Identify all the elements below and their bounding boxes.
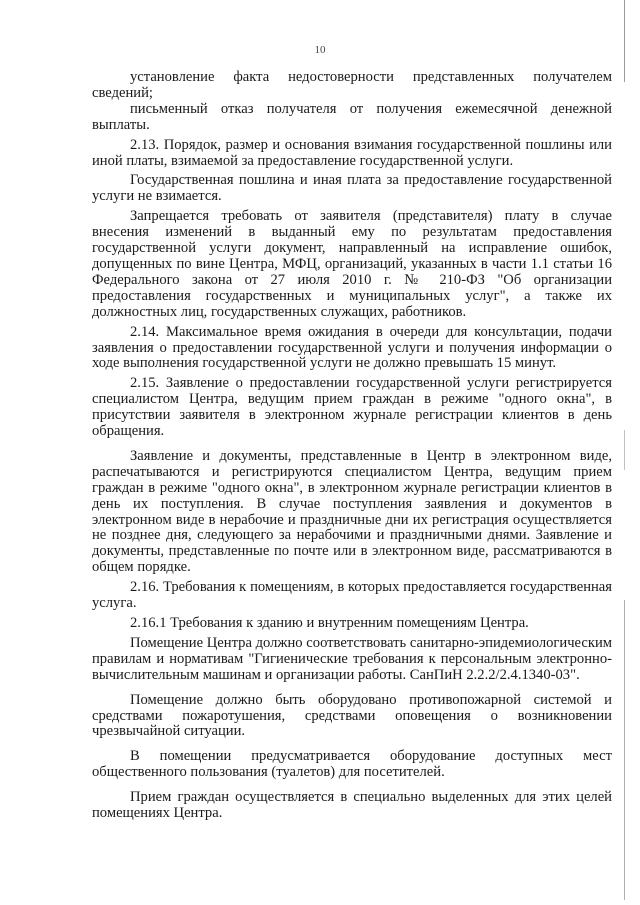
paragraph: Запрещается требовать от заявителя (представителя) плату в случае внесения изменений в выданный ему по результатам предоставления государственной услуги документ, направленный на исправление ошибок, допущенных по вине Центра, МФЦ, организаций, указанных в части 1.1 статьи 16 Федерального закона от 27 июля 2010 г. № 210-ФЗ "Об организации предоставления государственных и муниципальных услуг", а также их должностных лиц, государственных служащих, работников. xyxy=(92,208,612,320)
paragraph: письменный отказ получателя от получения ежемесячной денежной выплаты. xyxy=(92,100,612,133)
section-heading: 2.16.1 Требования к зданию и внутренним помещениям Центра. xyxy=(130,615,529,631)
section-heading: 2.15. Заявление о предоставлении государственной услуги регистрируется специалистом Центра, ведущим прием граждан в режиме "одного окна", в присутствии заявителя в электронном журнале регистрации клиентов в день обращения. xyxy=(92,375,612,440)
paragraph: Государственная пошлина и иная плата за предоставление государственной услуги не взимается. xyxy=(92,172,612,205)
paragraph: установление факта недостоверности представленных получателем сведений; xyxy=(92,69,612,101)
paragraph: Помещение должно быть оборудовано противопожарной системой и средствами пожаротушения, средствами оповещения о возникновении чрезвычайной ситуации. xyxy=(92,691,612,740)
section-heading: 2.14. Максимальное время ожидания в очереди для консультации, подачи заявления о предоставлении государственной услуги и получения информации о ходе выполнения государственной услуги не должно превышать 15 минут. xyxy=(92,323,612,372)
paragraph: В помещении предусматривается оборудование доступных мест общественного пользования (туалетов) для посетителей. xyxy=(92,748,612,781)
scan-edge-line xyxy=(624,0,625,82)
section-heading: 2.13. Порядок, размер и основания взимания государственной пошлины или иной платы, взимаемой за предоставление государственной услуги. xyxy=(92,136,612,169)
scan-edge-line xyxy=(624,600,625,900)
section-heading: 2.16. Требования к помещениям, в которых предоставляется государственная услуга. xyxy=(92,579,612,612)
paragraph: Заявление и документы, представленные в Центр в электронном виде, распечатываются и регистрируются специалистом Центра, ведущим прием граждан в режиме "одного окна", в электронном журнале регистрации клиентов в день их поступления. В случае поступления заявления и документов в электронном виде в нерабочие и праздничные дни их регистрация осуществляется не позднее дня, следующего за нерабочими и праздничными днями. Заявление и документы, представленные по почте или в электронном виде, рассматриваются в общем порядке. xyxy=(92,447,612,576)
document-body xyxy=(92,70,612,822)
paragraph: Помещение Центра должно соответствовать санитарно-эпидемиологическим правилам и нормативам "Гигиенические требования к персональным электронно-вычислительным машинам и организации работы. СанПиН 2.2.2/2.4.1340-03". xyxy=(92,634,612,683)
page-number: 10 xyxy=(314,44,326,56)
paragraph: Прием граждан осуществляется в специально выделенных для этих целей помещениях Центра. xyxy=(92,789,612,822)
scan-edge-line xyxy=(624,430,625,470)
